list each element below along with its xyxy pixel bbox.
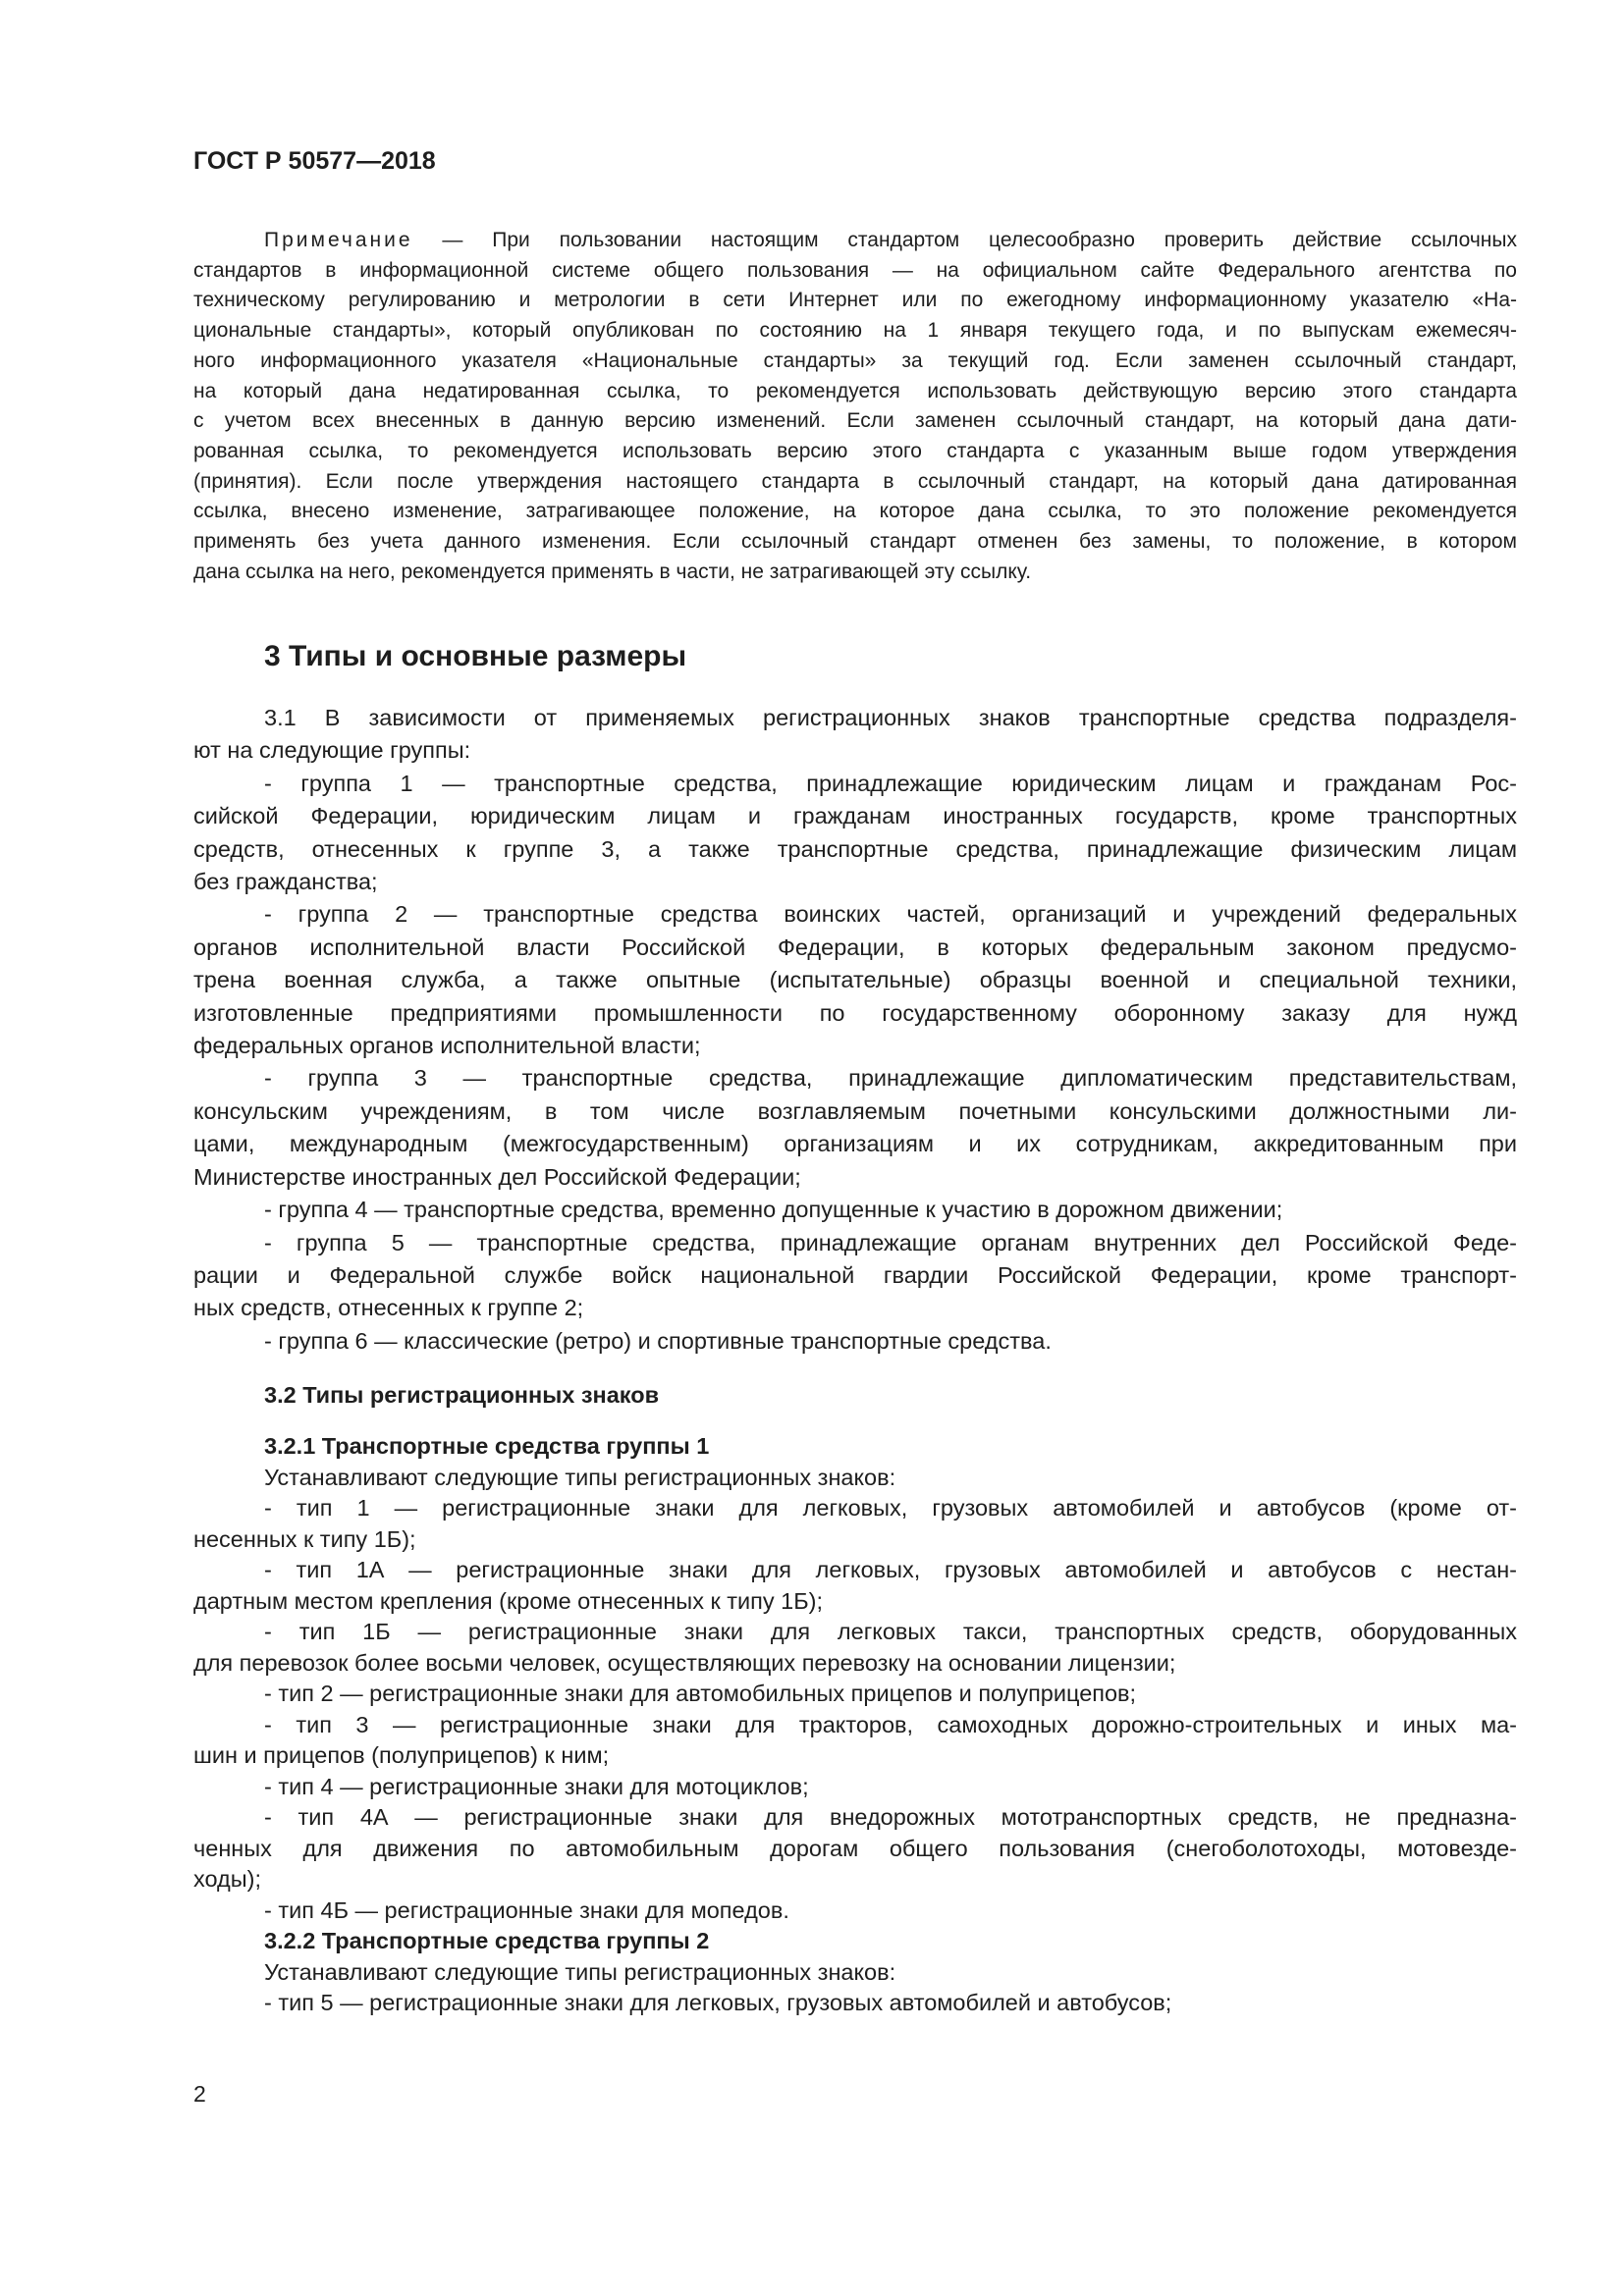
note-text: — При пользовании настоящим стандартом целесообразно проверить действие ссылочных bbox=[412, 229, 1517, 251]
type-1b-line: - тип 1Б — регистрационные знаки для легковых такси, транспортных средств, оборудованных bbox=[264, 1619, 1517, 1644]
group-5 bbox=[193, 1227, 1517, 1325]
group-2-line: трена военная служба, а также опытные (испытательные) образцы военной и специальной техники, bbox=[193, 967, 1517, 993]
group-3-line: консульским учреждениям, в том числе возглавляемым почетными консульскими должностными ли- bbox=[193, 1097, 1517, 1124]
clause-3-1 bbox=[193, 702, 1517, 768]
group-6-line: - группа 6 — классические (ретро) и спортивные транспортные средства. bbox=[264, 1327, 1052, 1354]
section-heading: 3 Типы и основные размеры bbox=[264, 640, 687, 672]
clause-3-1-line: 3.1 В зависимости от применяемых регистрационных знаков транспортные средства подразделя- bbox=[264, 705, 1517, 730]
group-5-line: рации и Федеральной службе войск национальной гвардии Российской Федерации, кроме транспорт- bbox=[193, 1261, 1517, 1288]
note-label: Примечание bbox=[264, 229, 413, 251]
clause-3-2-heading-line: 3.2 Типы регистрационных знаков bbox=[264, 1382, 660, 1408]
type-5 bbox=[193, 1988, 1517, 2019]
note-line: дана ссылка на него, рекомендуется применять в части, не затрагивающей эту ссылку. bbox=[193, 560, 1032, 583]
group-5-line: - группа 5 — транспортные средства, принадлежащие органам внутренних дел Российской Феде- bbox=[264, 1229, 1517, 1255]
type-1b-line: для перевозок более восьми человек, осуществляющих перевозку на основании лицензии; bbox=[193, 1649, 1176, 1676]
group-1 bbox=[193, 768, 1517, 899]
group-1-line: без гражданства; bbox=[193, 869, 378, 895]
group-3 bbox=[193, 1062, 1517, 1194]
type-1-line: - тип 1 — регистрационные знаки для легковых, грузовых автомобилей и автобусов (кроме от- bbox=[264, 1495, 1517, 1521]
note-line: циональные стандарты», который опубликован по состоянию на 1 января текущего года, и по выпускам ежемесяч- bbox=[193, 319, 1517, 343]
type-4a-line: - тип 4А — регистрационные знаки для внедорожных мототранспортных средств, не предназна- bbox=[264, 1804, 1517, 1830]
type-3-line: - тип 3 — регистрационные знаки для тракторов, самоходных дорожно-строительных и иных ма- bbox=[264, 1711, 1517, 1737]
type-4-line: - тип 4 — регистрационные знаки для мотоциклов; bbox=[264, 1773, 809, 1799]
type-1a-line: дартным местом крепления (кроме отнесенных к типу 1Б); bbox=[193, 1587, 824, 1614]
type-1a-line: - тип 1А — регистрационные знаки для легковых, грузовых автомобилей и автобусов с нестан- bbox=[264, 1557, 1517, 1582]
clause-3-1-block bbox=[193, 702, 1517, 1358]
group-3-line: - группа 3 — транспортные средства, принадлежащие дипломатическим представительствам, bbox=[264, 1065, 1517, 1092]
group-1-line: сийской Федерации, юридическим лицам и гражданам иностранных государств, кроме транспортных bbox=[193, 803, 1517, 829]
note-line: техническому регулированию и метрологии в сети Интернет или по ежегодному информационному указателю «На- bbox=[193, 289, 1517, 312]
clause-3-1-line: ют на следующие группы: bbox=[193, 737, 471, 764]
type-4a-line: ходы); bbox=[193, 1866, 261, 1892]
note-line: стандартов в информационной системе общего пользования — на официальном сайте Федерального агентства по bbox=[193, 258, 1517, 282]
note-line bbox=[193, 226, 1517, 256]
type-5-line: - тип 5 — регистрационные знаки для легковых, грузовых автомобилей и автобусов; bbox=[264, 1990, 1172, 2015]
group-5-line: ных средств, отнесенных к группе 2; bbox=[193, 1295, 584, 1321]
type-1 bbox=[193, 1493, 1517, 1555]
page-number: 2 bbox=[193, 2081, 206, 2107]
note-line: ного информационного указателя «Национальные стандарты» за текущий год. Если заменен ссылочный стандарт, bbox=[193, 348, 1517, 372]
group-2-line: изготовленные предприятиями промышленности по государственному оборонному заказу для нужд bbox=[193, 999, 1517, 1026]
group-4 bbox=[193, 1194, 1517, 1226]
type-4a bbox=[193, 1802, 1517, 1896]
clause-3-2-1-block bbox=[193, 1431, 1517, 2019]
group-2-line: федеральных органов исполнительной власти; bbox=[193, 1033, 701, 1059]
group-3-line: цами, международным (межгосударственным) организациям и их сотрудникам, аккредитованным при bbox=[193, 1131, 1517, 1157]
clause-3-2-block bbox=[193, 1379, 1517, 1412]
intro-types-1 bbox=[193, 1463, 1517, 1494]
type-1-line: несенных к типу 1Б); bbox=[193, 1525, 416, 1552]
type-3-line: шин и прицепов (полуприцепов) к ним; bbox=[193, 1742, 610, 1768]
note-line: с учетом всех внесенных в данную версию изменений. Если заменен ссылочный стандарт, на который дана дати- bbox=[193, 409, 1517, 433]
type-3 bbox=[193, 1710, 1517, 1772]
intro-types-2-line: Устанавливают следующие типы регистрационных знаков: bbox=[264, 1958, 896, 1985]
clause-3-2-heading bbox=[193, 1379, 1517, 1412]
intro-types-1-line: Устанавливают следующие типы регистрационных знаков: bbox=[264, 1464, 896, 1490]
note-line: рованная ссылка, то рекомендуется использовать версию этого стандарта с указанным выше годом утверждения bbox=[193, 439, 1517, 462]
group-1-line: средств, отнесенных к группе 3, а также транспортные средства, принадлежащие физическим лицам bbox=[193, 835, 1517, 862]
note-paragraph bbox=[193, 226, 1517, 587]
note-line: на который дана недатированная ссылка, то рекомендуется использовать действующую версию этого стандарта bbox=[193, 379, 1517, 402]
document-code-header: ГОСТ Р 50577—2018 bbox=[193, 147, 436, 175]
group-2-line: - группа 2 — транспортные средства воинских частей, организаций и учреждений федеральных bbox=[264, 901, 1517, 928]
note-line: применять без учета данного изменения. Если ссылочный стандарт отменен без замены, то положение, в котором bbox=[193, 530, 1517, 554]
type-4a-line: ченных для движения по автомобильным дорогам общего пользования (снегоболотоходы, мотовезде- bbox=[193, 1835, 1517, 1861]
type-2 bbox=[193, 1679, 1517, 1710]
intro-types-2 bbox=[193, 1957, 1517, 1989]
clause-3-2-1-heading-line: 3.2.1 Транспортные средства группы 1 bbox=[264, 1433, 710, 1459]
clause-3-2-2-heading bbox=[193, 1926, 1517, 1957]
group-2-line: органов исполнительной власти Российской Федерации, в которых федеральным законом предусмо- bbox=[193, 934, 1517, 960]
group-1-line: - группа 1 — транспортные средства, принадлежащие юридическим лицам и гражданам Рос- bbox=[264, 770, 1517, 796]
group-6 bbox=[193, 1325, 1517, 1358]
group-2 bbox=[193, 898, 1517, 1062]
type-4b bbox=[193, 1896, 1517, 1927]
note-line: ссылка, внесено изменение, затрагивающее положение, на которое дана ссылка, то это положение рекомендуется bbox=[193, 500, 1517, 523]
note-line: (принятия). Если после утверждения настоящего стандарта в ссылочный стандарт, на который дана датированная bbox=[193, 469, 1517, 493]
group-3-line: Министерстве иностранных дел Российской Федерации; bbox=[193, 1163, 801, 1190]
type-2-line: - тип 2 — регистрационные знаки для автомобильных прицепов и полуприцепов; bbox=[264, 1681, 1137, 1706]
type-4 bbox=[193, 1772, 1517, 1803]
type-1a bbox=[193, 1555, 1517, 1617]
clause-3-2-1-heading bbox=[193, 1431, 1517, 1463]
type-1b bbox=[193, 1617, 1517, 1679]
clause-3-2-2-heading-line: 3.2.2 Транспортные средства группы 2 bbox=[264, 1928, 710, 1953]
group-4-line: - группа 4 — транспортные средства, временно допущенные к участию в дорожном движении; bbox=[264, 1197, 1283, 1223]
type-4b-line: - тип 4Б — регистрационные знаки для мопедов. bbox=[264, 1896, 789, 1923]
